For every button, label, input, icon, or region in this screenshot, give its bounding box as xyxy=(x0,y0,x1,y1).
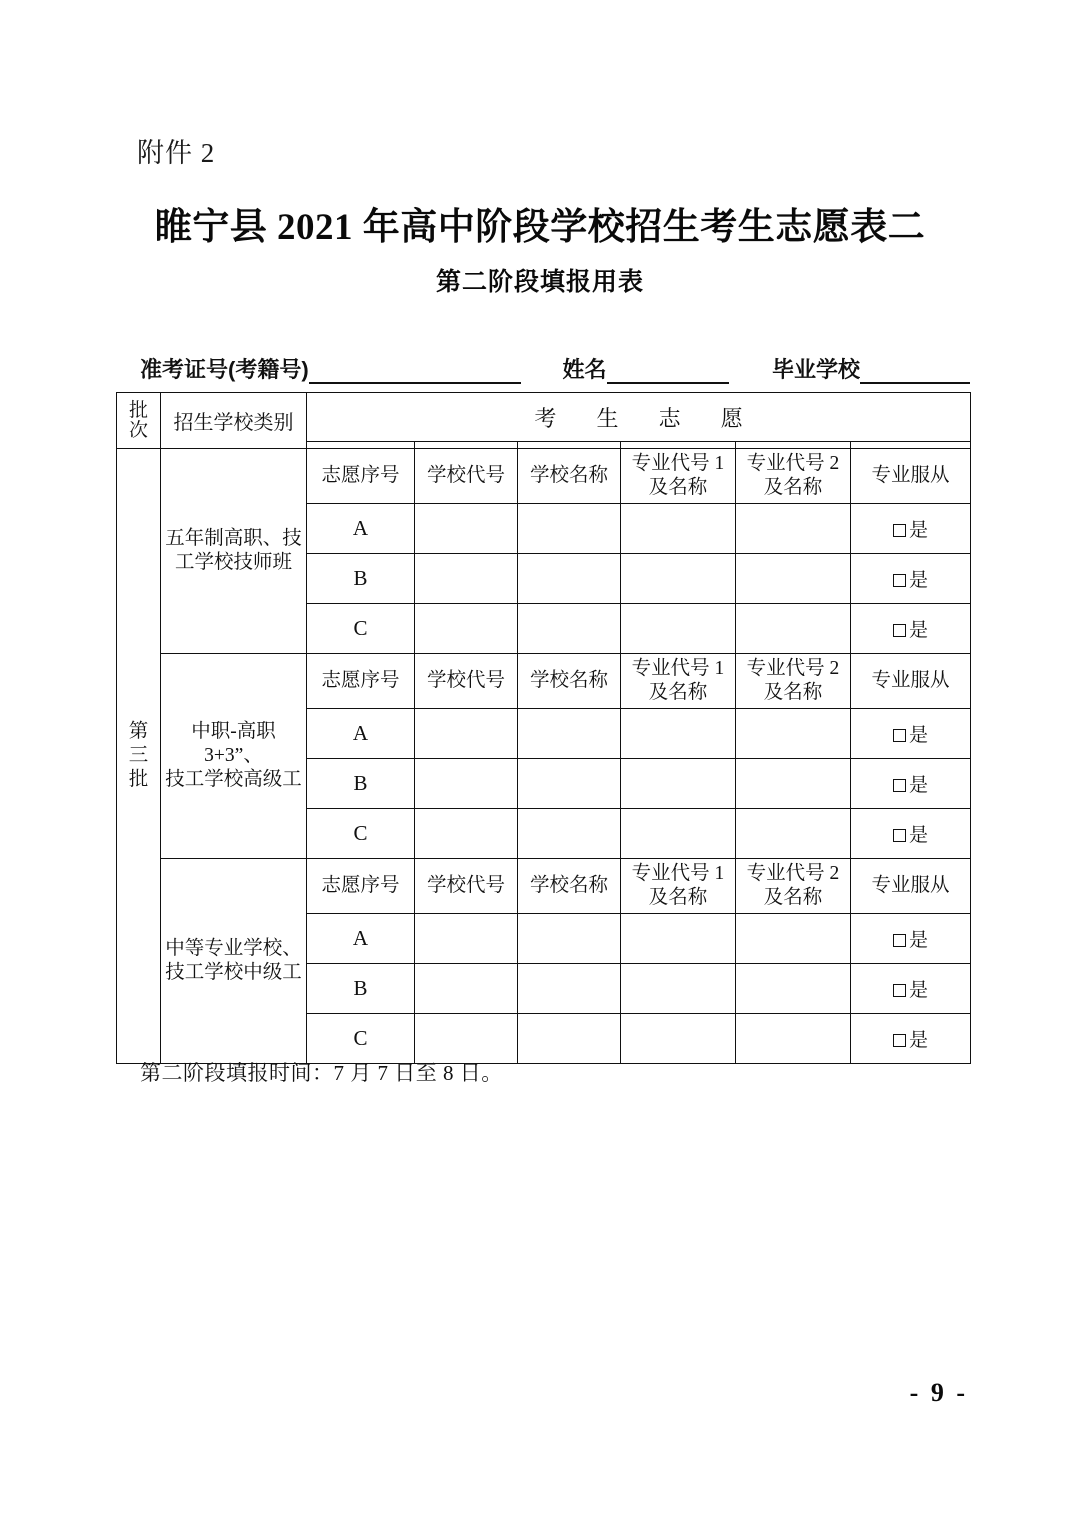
row-obey-label: 是 xyxy=(909,930,929,951)
subheader-school-name: 学校名称 xyxy=(518,449,621,504)
row-school-code[interactable] xyxy=(415,914,518,964)
row-obey[interactable] xyxy=(851,504,971,554)
row-obey[interactable] xyxy=(851,1014,971,1064)
subheader-major2 xyxy=(736,449,851,504)
attachment-label: 附件 2 xyxy=(137,138,216,168)
checkbox-icon[interactable] xyxy=(893,574,906,587)
header-spacer-scode xyxy=(415,442,518,449)
subheader-major1-line1: 专业代号 1 xyxy=(631,453,725,475)
title-block xyxy=(0,206,1080,298)
header-volunteer-span: 考 生 志 愿 xyxy=(307,393,971,442)
page-subtitle: 第二阶段填报用表 xyxy=(435,268,644,297)
row-major2[interactable] xyxy=(736,604,851,654)
volunteer-table xyxy=(116,392,971,1064)
row-obey-label: 是 xyxy=(909,1030,929,1051)
checkbox-icon[interactable] xyxy=(893,984,906,997)
table-header-row xyxy=(117,393,971,442)
subheader-major2 xyxy=(736,654,851,709)
row-obey-label: 是 xyxy=(909,825,929,846)
subheader-obey: 专业服从 xyxy=(851,859,971,914)
batch-line3: 批 xyxy=(128,768,149,790)
row-sequence: B xyxy=(307,759,415,809)
subheader-major2 xyxy=(736,859,851,914)
row-major2[interactable] xyxy=(736,914,851,964)
row-sequence: C xyxy=(307,604,415,654)
row-obey[interactable] xyxy=(851,964,971,1014)
row-major2[interactable] xyxy=(736,709,851,759)
checkbox-icon[interactable] xyxy=(893,1034,906,1047)
row-major1[interactable] xyxy=(621,1014,736,1064)
row-major1[interactable] xyxy=(621,914,736,964)
block-subheader-row xyxy=(117,449,971,504)
row-school-name[interactable] xyxy=(518,759,621,809)
row-major1[interactable] xyxy=(621,709,736,759)
identity-field-row xyxy=(140,352,970,384)
category-cell xyxy=(161,654,307,859)
row-school-code[interactable] xyxy=(415,964,518,1014)
subheader-obey: 专业服从 xyxy=(851,654,971,709)
row-school-code[interactable] xyxy=(415,554,518,604)
subheader-major1 xyxy=(621,859,736,914)
subheader-school-code: 学校代号 xyxy=(415,859,518,914)
header-spacer-obey xyxy=(851,442,971,449)
checkbox-icon[interactable] xyxy=(893,779,906,792)
row-sequence: C xyxy=(307,809,415,859)
subheader-major1-line1: 专业代号 1 xyxy=(631,863,725,885)
category-line2: 技工学校中级工 xyxy=(165,962,302,983)
row-school-code[interactable] xyxy=(415,809,518,859)
header-batch-line2: 次 xyxy=(128,419,148,441)
row-sequence: A xyxy=(307,914,415,964)
category-line2: 工学校技师班 xyxy=(174,552,292,573)
header-category: 招生学校类别 xyxy=(161,393,307,449)
row-sequence: B xyxy=(307,554,415,604)
subheader-school-name: 学校名称 xyxy=(518,654,621,709)
subheader-major1-line1: 专业代号 1 xyxy=(631,658,725,680)
subheader-sequence: 志愿序号 xyxy=(307,449,415,504)
row-obey-label: 是 xyxy=(909,620,929,641)
row-obey[interactable] xyxy=(851,809,971,859)
row-obey[interactable] xyxy=(851,709,971,759)
row-obey-label: 是 xyxy=(909,570,929,591)
subheader-major2-line1: 专业代号 2 xyxy=(746,453,840,475)
category-line2: 技工学校高级工 xyxy=(165,768,302,790)
batch-cell xyxy=(117,449,161,1064)
row-sequence: A xyxy=(307,504,415,554)
name-input[interactable] xyxy=(607,362,729,384)
row-obey[interactable] xyxy=(851,759,971,809)
header-spacer-seq xyxy=(307,442,415,449)
row-obey-label: 是 xyxy=(909,520,929,541)
subheader-major2-line1: 专业代号 2 xyxy=(746,658,840,680)
subheader-sequence: 志愿序号 xyxy=(307,654,415,709)
row-school-name[interactable] xyxy=(518,504,621,554)
row-school-code[interactable] xyxy=(415,504,518,554)
subheader-major2-line2: 及名称 xyxy=(763,477,823,498)
exam-number-label: 准考证号(考籍号) xyxy=(140,357,309,382)
row-school-name[interactable] xyxy=(518,1014,621,1064)
row-school-code[interactable] xyxy=(415,709,518,759)
batch-line1: 第 xyxy=(128,721,149,743)
category-line1: 中职-高职 3+3”、 xyxy=(191,721,276,767)
row-school-name[interactable] xyxy=(518,554,621,604)
row-major1[interactable] xyxy=(621,809,736,859)
row-major1[interactable] xyxy=(621,554,736,604)
subheader-school-code: 学校代号 xyxy=(415,449,518,504)
row-school-code[interactable] xyxy=(415,604,518,654)
graduation-school-field[interactable] xyxy=(772,353,970,384)
row-major1[interactable] xyxy=(621,964,736,1014)
footer-note: 第二阶段填报时间：7 月 7 日至 8 日。 xyxy=(140,1061,503,1085)
subheader-school-code: 学校代号 xyxy=(415,654,518,709)
row-school-code[interactable] xyxy=(415,1014,518,1064)
header-batch-line1: 批 xyxy=(128,399,148,421)
row-obey-label: 是 xyxy=(909,775,929,796)
header-spacer-maj1 xyxy=(621,442,736,449)
row-school-name[interactable] xyxy=(518,809,621,859)
category-line1: 中等专业学校、 xyxy=(165,938,302,960)
row-school-name[interactable] xyxy=(518,604,621,654)
header-batch xyxy=(117,393,161,449)
row-sequence: C xyxy=(307,1014,415,1064)
row-major2[interactable] xyxy=(736,554,851,604)
row-major2[interactable] xyxy=(736,504,851,554)
row-major2[interactable] xyxy=(736,809,851,859)
page-number: - 9 - xyxy=(909,1378,968,1407)
checkbox-icon[interactable] xyxy=(893,934,906,947)
row-obey-label: 是 xyxy=(909,980,929,1001)
checkbox-icon[interactable] xyxy=(893,524,906,537)
graduation-school-input[interactable] xyxy=(860,362,970,384)
exam-number-field[interactable] xyxy=(140,353,521,384)
row-obey[interactable] xyxy=(851,604,971,654)
subheader-major1-line2: 及名称 xyxy=(648,887,708,908)
subheader-school-name: 学校名称 xyxy=(518,859,621,914)
subheader-major1 xyxy=(621,449,736,504)
row-major2[interactable] xyxy=(736,759,851,809)
row-sequence: A xyxy=(307,709,415,759)
subheader-sequence: 志愿序号 xyxy=(307,859,415,914)
row-school-name[interactable] xyxy=(518,709,621,759)
subheader-major2-line1: 专业代号 2 xyxy=(746,863,840,885)
row-school-code[interactable] xyxy=(415,759,518,809)
subheader-major2-line2: 及名称 xyxy=(763,887,823,908)
subheader-major1-line2: 及名称 xyxy=(648,477,708,498)
checkbox-icon[interactable] xyxy=(893,829,906,842)
row-school-name[interactable] xyxy=(518,914,621,964)
checkbox-icon[interactable] xyxy=(893,624,906,637)
subheader-obey: 专业服从 xyxy=(851,449,971,504)
page-title: 睢宁县 2021 年高中阶段学校招生考生志愿表二 xyxy=(154,207,926,248)
row-major1[interactable] xyxy=(621,504,736,554)
subheader-major1-line2: 及名称 xyxy=(648,682,708,703)
category-cell xyxy=(161,859,307,1064)
row-sequence: B xyxy=(307,964,415,1014)
subheader-major1 xyxy=(621,654,736,709)
row-major1[interactable] xyxy=(621,604,736,654)
row-obey-label: 是 xyxy=(909,725,929,746)
header-spacer-sname xyxy=(518,442,621,449)
category-line1: 五年制高职、技 xyxy=(165,528,302,550)
row-obey[interactable] xyxy=(851,914,971,964)
row-major2[interactable] xyxy=(736,964,851,1014)
graduation-school-label: 毕业学校 xyxy=(771,357,860,382)
checkbox-icon[interactable] xyxy=(893,729,906,742)
category-cell xyxy=(161,449,307,654)
name-field[interactable] xyxy=(563,353,729,384)
row-obey[interactable] xyxy=(851,554,971,604)
subheader-major2-line2: 及名称 xyxy=(763,682,823,703)
block-subheader-row xyxy=(117,859,971,914)
block-subheader-row xyxy=(117,654,971,709)
name-label: 姓名 xyxy=(562,357,607,382)
row-major1[interactable] xyxy=(621,759,736,809)
row-major2[interactable] xyxy=(736,1014,851,1064)
header-spacer-maj2 xyxy=(736,442,851,449)
row-school-name[interactable] xyxy=(518,964,621,1014)
batch-line2: 三 xyxy=(128,745,149,767)
exam-number-input[interactable] xyxy=(309,362,521,384)
